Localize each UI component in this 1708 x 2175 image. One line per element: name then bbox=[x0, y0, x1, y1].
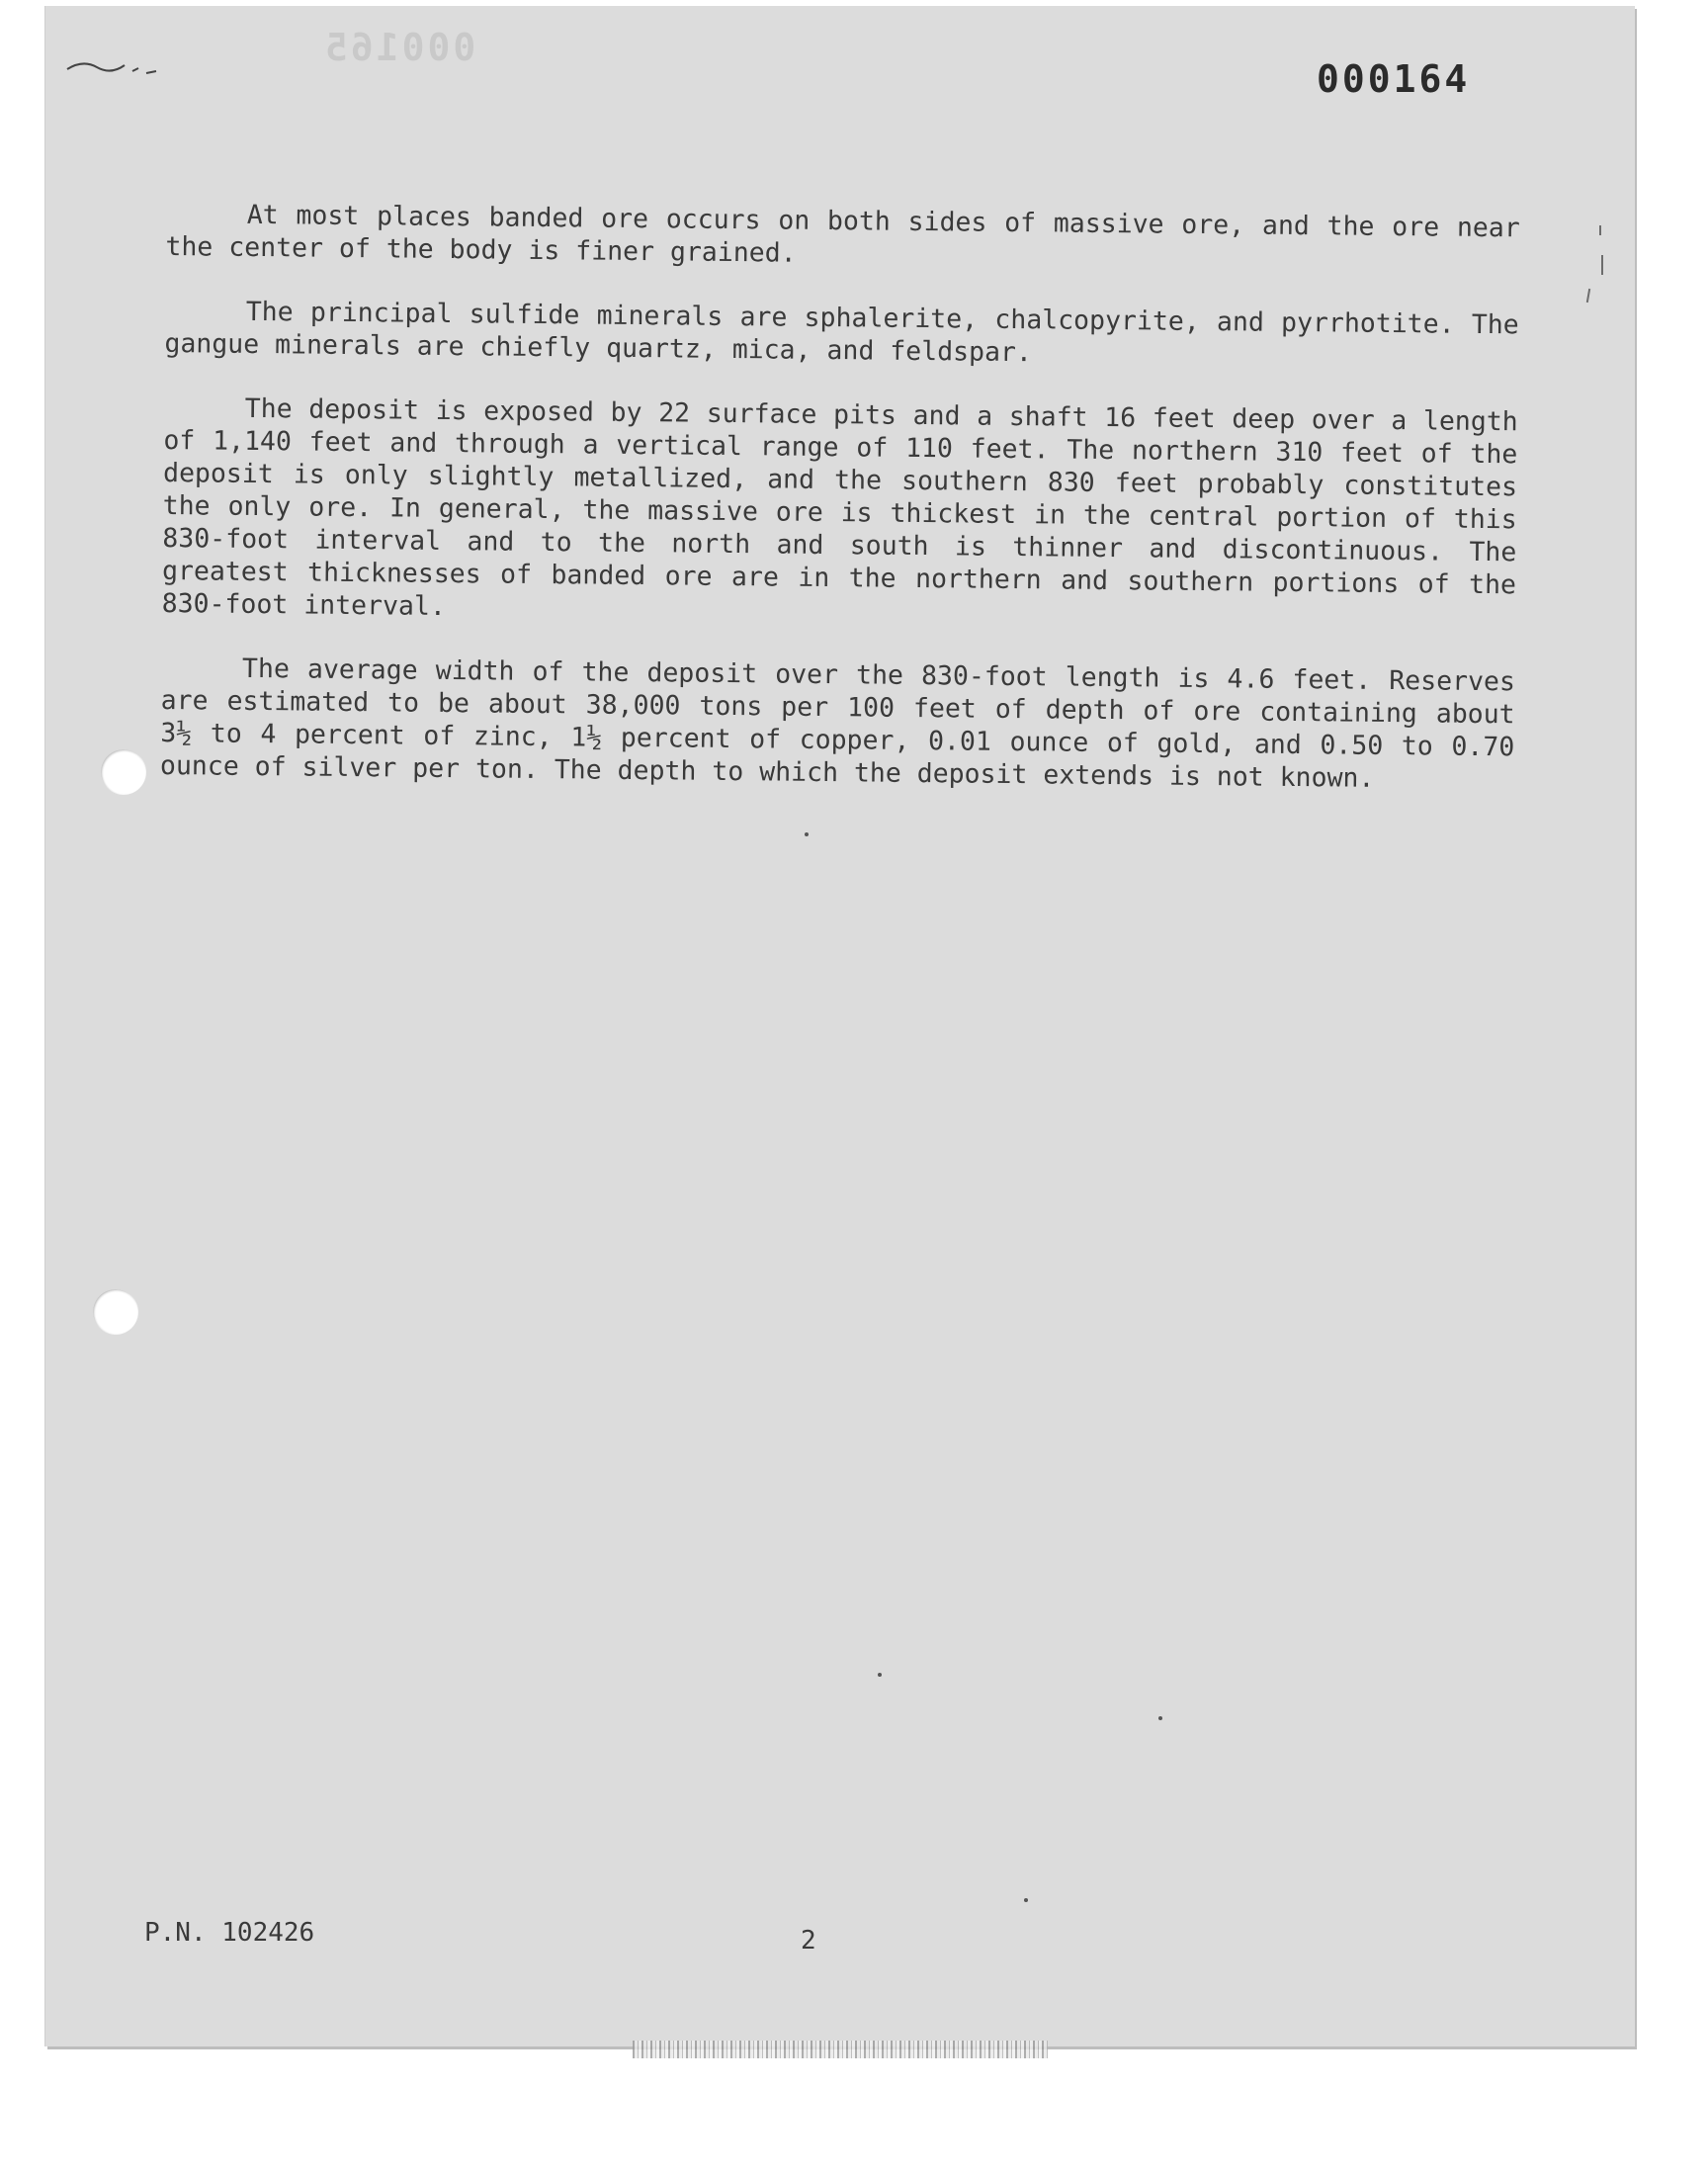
page-number: 2 bbox=[801, 1926, 816, 1956]
punch-hole bbox=[101, 749, 146, 795]
paragraph: The principal sulfide minerals are sphalerite, chalcopyrite, and pyrrhotite. The gangue minerals are chiefly quartz, mica, and feldspar. bbox=[164, 296, 1519, 369]
speck bbox=[878, 1673, 882, 1677]
speck bbox=[1158, 1716, 1162, 1720]
edge-mark bbox=[1599, 225, 1601, 235]
speck bbox=[805, 832, 809, 836]
paragraph: The average width of the deposit over the 830-foot length is 4.6 feet. Reserves are estimated to be about 38,000 tons per 100 feet of depth of ore containing about 3½ to 4 percent of zinc, 1½ percent of copper, 0.01 ounce of gold, and 0.50 to 0.70 ounce of silver per ton. The depth to which the deposit extends is not known. bbox=[159, 652, 1516, 794]
punch-hole bbox=[93, 1289, 138, 1335]
speck bbox=[1024, 1898, 1028, 1902]
edge-mark bbox=[1601, 255, 1603, 275]
body-text bbox=[159, 198, 1519, 827]
ghost-stamp-number: 000165 bbox=[322, 26, 476, 69]
stamp-number: 000164 bbox=[1317, 57, 1471, 101]
scan-margin bbox=[0, 2052, 1708, 2175]
scan-artifact-strip bbox=[633, 2041, 1048, 2058]
paragraph: At most places banded ore occurs on both sides of massive ore, and the ore near the center of the body is finer grained. bbox=[165, 199, 1520, 269]
ink-smudge bbox=[63, 51, 182, 81]
paragraph: The deposit is exposed by 22 surface pits and a shaft 16 feet deep over a length of 1,140 feet and through a vertical range of 110 feet. The northern 310 feet of the deposit is only slightly metallized, and the southern 830 feet probably constitutes the only ore. In general, the massive ore is thickest in the central portion of this 830-foot interval and to the north and south is thinner and discontinuous. The greatest thicknesses of banded ore are in the northern and southern portions of the 830-foot interval. bbox=[161, 392, 1518, 622]
pn-label: P.N. 102426 bbox=[144, 1918, 315, 1948]
